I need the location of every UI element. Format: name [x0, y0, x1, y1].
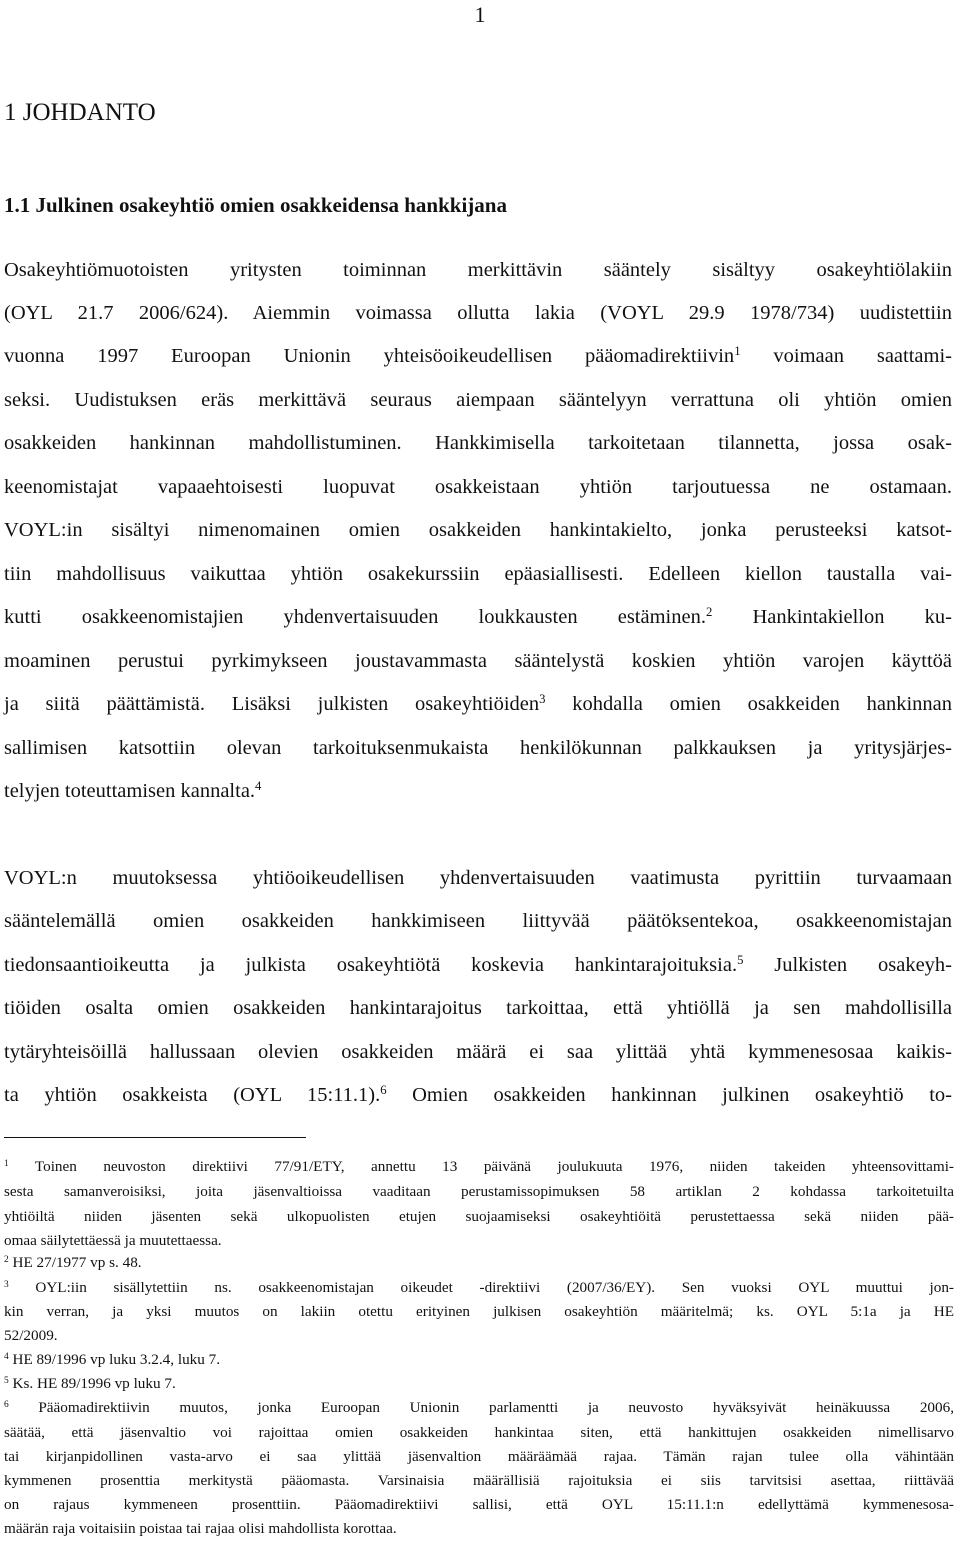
- body-line-text: VOYL:n muutoksessa yhtiöoikeudellisen yhdenvertaisuuden vaatimusta pyrittiin turvaamaan: [4, 867, 952, 889]
- body-line-text: VOYL:in sisältyi nimenomainen omien osakkeiden hankintakielto, jonka perusteeksi katsot-: [4, 519, 952, 541]
- footnote-ref[interactable]: 1: [734, 344, 741, 359]
- footnote-line: [4, 1519, 954, 1539]
- body-line-text: Hankintakiellon ku-: [712, 606, 952, 628]
- footnote-line: [4, 1495, 954, 1515]
- footnote-ref[interactable]: 5: [737, 953, 744, 968]
- body-line: [4, 603, 952, 631]
- body-line-text: sallimisen katsottiin olevan tarkoituksenmukaista henkilökunnan palkkauksen ja yritysjärjes-: [4, 737, 952, 759]
- footnote-number: 3: [4, 1279, 9, 1290]
- body-line-text: Osakeyhtiömuotoisten yritysten toiminnan merkittävin sääntely sisältyy osakeyhtiölakiin: [4, 259, 952, 281]
- footnote-text: HE 27/1977 vp s. 48.: [8, 1254, 142, 1271]
- footnote-ref[interactable]: 4: [255, 779, 262, 794]
- body-line-text: Julkisten osakeyh-: [743, 954, 952, 976]
- footnote-line: [4, 1326, 954, 1346]
- body-line: [4, 907, 952, 935]
- body-line-text: tiedonsaantioikeutta ja julkista osakeyhtiötä koskevia hankintarajoituksia.: [4, 954, 738, 976]
- body-line: [4, 1081, 952, 1109]
- body-line-text: moaminen perustui pyrkimykseen joustavammasta sääntelystä koskien yhtiön varojen käyttöä: [4, 650, 952, 672]
- footnote-line: [4, 1157, 954, 1177]
- footnote-number: 6: [4, 1399, 9, 1410]
- body-line-text: kutti osakkeenomistajien yhdenvertaisuuden loukkausten estäminen.: [4, 606, 706, 628]
- footnote-text: kymmenen prosenttia merkitystä pääomasta. Varsinaisia määrällisiä rajoituksia ei siis tarvitsisi asettaa, riittävää: [4, 1472, 954, 1489]
- footnote-text: yhtiöiltä niiden jäsenten sekä ulkopuolisten etujen suojaamiseksi osakeyhtiöitä perustettaessa sekä niiden pää-: [4, 1208, 954, 1225]
- footnote-text: OYL:iin sisällytettiin ns. osakkeenomistajan oikeudet -direktiivi (2007/36/EY). Sen vuoksi OYL muuttui jon-: [8, 1279, 954, 1296]
- footnote-text: 52/2009.: [4, 1327, 58, 1344]
- footnote-line: [4, 1350, 954, 1370]
- body-line-text: Omien osakkeiden hankinnan julkinen osakeyhtiö to-: [386, 1084, 952, 1106]
- footnote-line: [4, 1207, 954, 1227]
- section-heading: 1.1 Julkinen osakeyhtiö omien osakkeidensa hankkijana: [4, 193, 507, 217]
- body-line: [4, 864, 952, 892]
- body-line-text: vuonna 1997 Euroopan Unionin yhteisöoikeudellisen pääomadirektiivin: [4, 345, 735, 367]
- body-line: [4, 429, 952, 457]
- footnote-text: määrän raja voitaisiin poistaa tai rajaa olisi mahdollista korottaa.: [4, 1520, 397, 1537]
- body-line-text: tiin mahdollisuus vaikuttaa yhtiön osakekurssiin epäasiallisesti. Edelleen kiellon taustalla vai-: [4, 563, 952, 585]
- body-line-text: osakkeiden hankinnan mahdollistuminen. Hankkimisella tarkoitetaan tilannetta, jossa osak-: [4, 432, 952, 454]
- footnote-text: kin verran, ja yksi muutos on lakiin otettu erityinen julkisen osakeyhtiön määritelmä; ks. OYL 5:1a ja HE: [4, 1303, 954, 1320]
- footnote-line: [4, 1182, 954, 1202]
- body-line: [4, 951, 952, 979]
- footnote-number: 5: [4, 1375, 9, 1386]
- body-line: [4, 647, 952, 675]
- footnote-text: sesta samanveroisiksi, joita jäsenvaltioissa vaaditaan perustamissopimuksen 58 artiklan 2 kohdassa tarkoitetuilta: [4, 1183, 954, 1200]
- body-line: [4, 516, 952, 544]
- body-line: [4, 734, 952, 762]
- footnote-text: Toinen neuvoston direktiivi 77/91/ETY, annettu 13 päivänä joulukuuta 1976, niiden takeiden yhteensovittami-: [8, 1158, 954, 1175]
- chapter-heading: 1 JOHDANTO: [4, 99, 156, 126]
- body-line-text: keenomistajat vapaaehtoisesti luopuvat osakkeistaan yhtiön tarjoutuessa ne ostamaan.: [4, 476, 952, 498]
- footnote-line: [4, 1398, 954, 1418]
- footnote-number: 2: [4, 1254, 9, 1265]
- footnote-line: [4, 1374, 954, 1394]
- body-line-text: (OYL 21.7 2006/624). Aiemmin voimassa ollutta lakia (VOYL 29.9 1978/734) uudistettiin: [4, 302, 952, 324]
- body-line-text: tytäryhteisöillä hallussaan olevien osakkeiden määrä ei saa ylittää yhtä kymmenesosaa kaikis-: [4, 1041, 952, 1063]
- footnote-line: [4, 1471, 954, 1491]
- body-line-text: seksi. Uudistuksen eräs merkittävä seuraus aiempaan sääntelyyn verrattuna oli yhtiön omien: [4, 389, 952, 411]
- body-line: [4, 342, 952, 370]
- body-line-text: tiöiden osalta omien osakkeiden hankintarajoitus tarkoittaa, että yhtiöllä ja sen mahdollisilla: [4, 997, 952, 1019]
- footnote-line: [4, 1423, 954, 1443]
- body-line-text: kohdalla omien osakkeiden hankinnan: [545, 693, 953, 715]
- footnote-number: 4: [4, 1351, 9, 1362]
- page-number: 1: [474, 2, 486, 27]
- body-line: [4, 386, 952, 414]
- body-line-text: telyjen toteuttamisen kannalta.: [4, 780, 256, 802]
- body-line: [4, 560, 952, 588]
- body-line: [4, 994, 952, 1022]
- footnote-text: tai kirjanpidollinen vasta-arvo ei saa ylittää jäsenvaltion määräämää rajaa. Tämän rajan tulee olla vähintään: [4, 1448, 954, 1465]
- footnote-text: HE 89/1996 vp luku 3.2.4, luku 7.: [8, 1351, 221, 1368]
- body-line-text: sääntelemällä omien osakkeiden hankkimiseen liittyvää päätöksentekoa, osakkeenomistajan: [4, 910, 952, 932]
- body-line: [4, 473, 952, 501]
- footnote-ref[interactable]: 6: [380, 1083, 387, 1098]
- footnote-number: 1: [4, 1158, 9, 1169]
- footnote-line: [4, 1302, 954, 1322]
- footnote-line: [4, 1253, 954, 1273]
- footnote-text: säätää, että jäsenvaltio voi rajoittaa omien osakkeiden hankintaa siten, että hankittujen osakkeiden nimellisarvo: [4, 1424, 954, 1441]
- body-line: [4, 1038, 952, 1066]
- body-line: [4, 690, 952, 718]
- footnote-ref[interactable]: 2: [705, 605, 713, 620]
- footnote-line: [4, 1278, 954, 1298]
- footnote-text: Pääomadirektiivin muutos, jonka Euroopan Unionin parlamentti ja neuvosto hyväksyivät heinäkuussa 2006,: [8, 1399, 954, 1416]
- footnote-line: [4, 1447, 954, 1467]
- footnote-separator: [4, 1137, 306, 1138]
- footnote-line: [4, 1231, 954, 1251]
- body-line-text: ta yhtiön osakkeista (OYL 15:11.1).: [4, 1084, 381, 1106]
- body-line-text: ja siitä päättämistä. Lisäksi julkisten osakeyhtiöiden: [4, 693, 540, 715]
- body-line-text: voimaan saattami-: [740, 345, 952, 367]
- body-line: [4, 299, 952, 327]
- footnote-text: on rajaus kymmeneen prosenttiin. Pääomadirektiivi sallisi, että OYL 15:11.1:n edellyttämä kymmenesosa-: [4, 1496, 954, 1513]
- footnote-ref[interactable]: 3: [539, 692, 546, 707]
- body-line: [4, 777, 952, 805]
- body-line: [4, 256, 952, 284]
- footnote-text: Ks. HE 89/1996 vp luku 7.: [8, 1375, 176, 1392]
- footnote-text: omaa säilytettäessä ja muutettaessa.: [4, 1232, 222, 1249]
